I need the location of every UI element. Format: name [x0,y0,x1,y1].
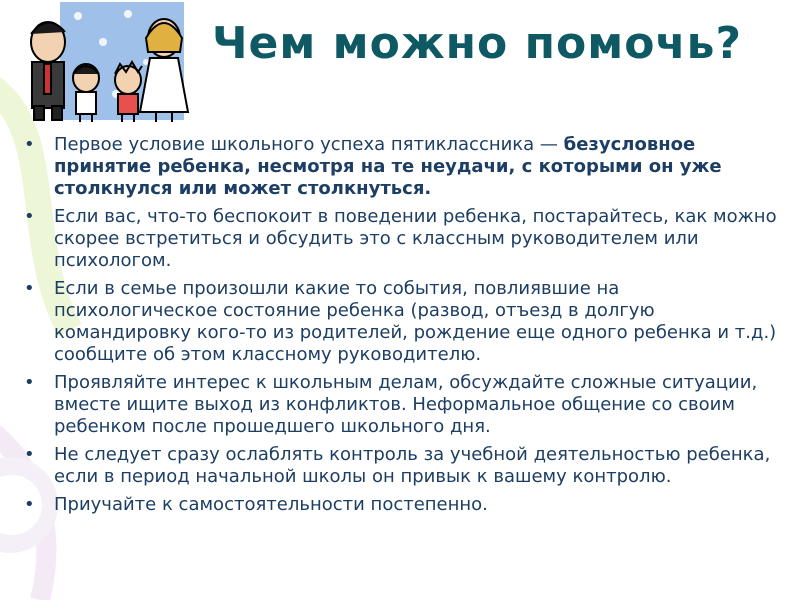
bullet-text: Не следует сразу ослаблять контроль за учебной деятельностью ребенка, если в период начальной школы он привык к вашему контролю. [54,444,771,487]
bullet-dot: • [24,206,35,227]
bullet-list [22,134,782,522]
bullet-item [22,372,782,438]
slide-title: Чем можно помочь? [212,18,742,69]
bullet-text: Проявляйте интерес к школьным делам, обсуждайте сложные ситуации, вместе ищите выход из конфликтов. Неформальное общение со своим ребенком после прошедшего школьного дня. [54,372,758,437]
bullet-dot: • [24,444,35,465]
bullet-item [22,494,782,516]
bullet-item [22,134,782,200]
bullet-text: Если вас, что-то беспокоит в поведении ребенка, постарайтесь, как можно скорее встретиться и обсудить это с классным руководителем или психологом. [54,206,777,271]
bullet-text-bold: безусловное принятие ребенка, несмотря на те неудачи, с которыми он уже столкнулся или может столкнуться. [54,134,722,199]
bullet-item [22,278,782,366]
family-clipart [8,2,198,124]
bullet-dot: • [24,134,35,155]
bullet-dot: • [24,494,35,515]
bullet-text: Первое условие школьного успеха пятиклассника — [54,134,564,155]
bullet-dot: • [24,372,35,393]
bullet-text: Если в семье произошли какие то события, повлиявшие на психологическое состояние ребенка (развод, отъезд в долгую командировку кого-то из родителей, рождение еще одного ребенка и т.д.) сообщите об этом классному руководителю. [54,278,777,365]
bullet-item [22,206,782,272]
bullet-text: Приучайте к самостоятельности постепенно. [54,494,488,515]
bullet-item [22,444,782,488]
bullet-dot: • [24,278,35,299]
